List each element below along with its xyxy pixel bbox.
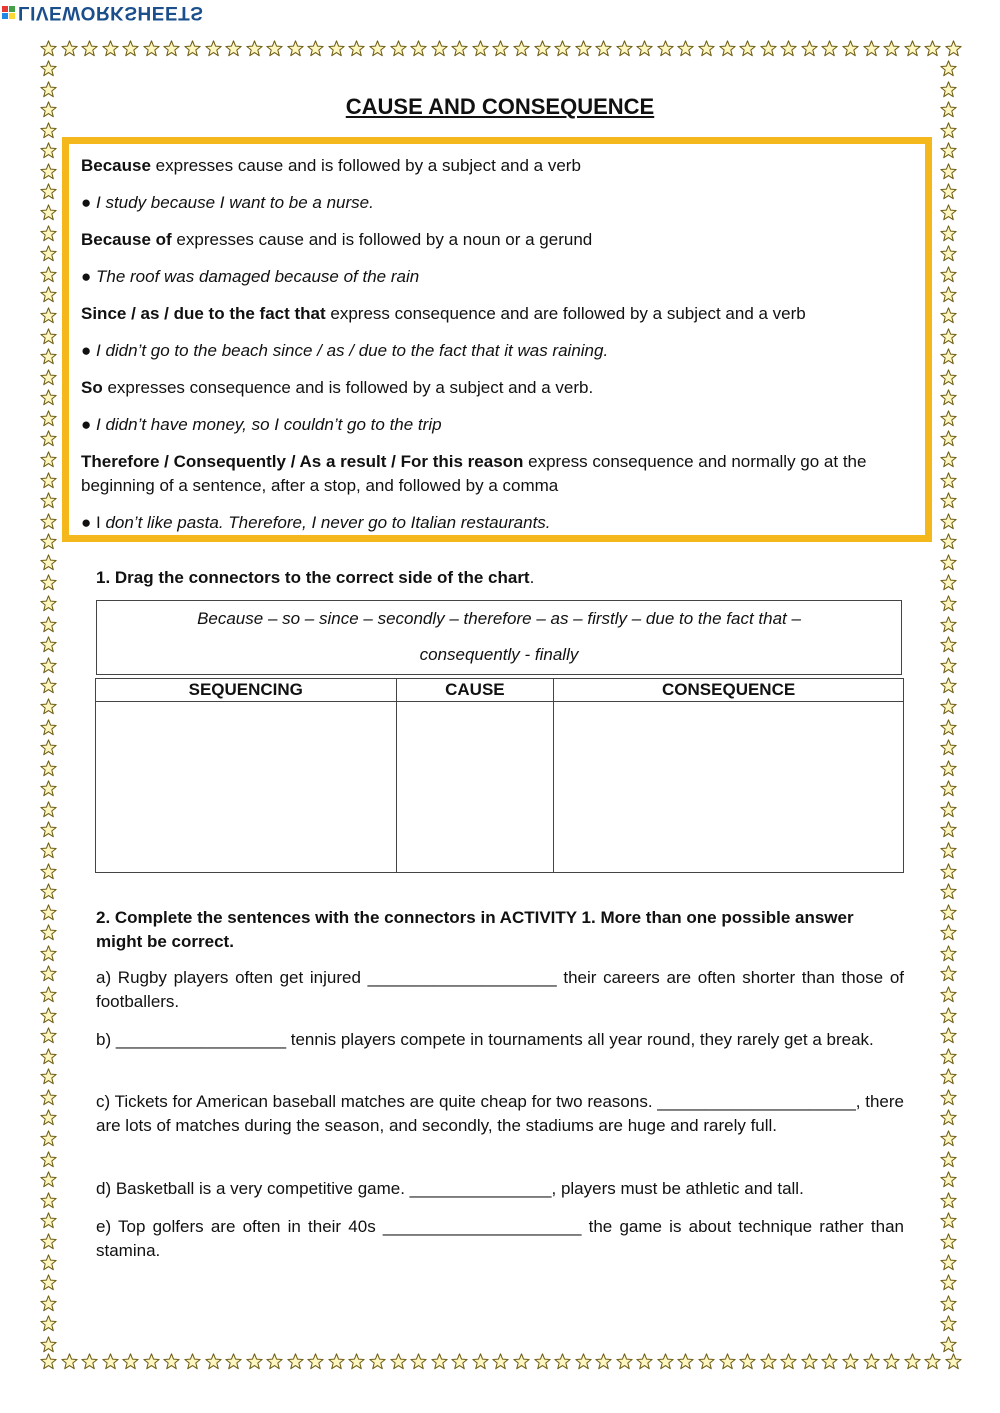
star-icon [595,1353,612,1370]
star-icon [940,739,957,756]
star-icon [940,1089,957,1106]
star-icon [534,40,551,57]
star-icon [369,1353,386,1370]
logo-square [2,6,8,12]
star-icon [940,513,957,530]
star-icon [940,328,957,345]
star-icon [940,1212,957,1229]
star-icon [513,40,530,57]
sentence-d[interactable]: d) Basketball is a very competitive game. _______________, players must be athletic and tall. [96,1179,804,1198]
star-icon [40,1048,57,1065]
star-icon [940,286,957,303]
star-icon [40,924,57,941]
star-icon [40,1171,57,1188]
star-icon [40,574,57,591]
star-icon [513,1353,530,1370]
star-icon [40,307,57,324]
rule-example-prefix: ● I [81,513,106,532]
star-icon [40,122,57,139]
rule-example: ● The roof was damaged because of the rain [81,267,420,286]
star-icon [307,40,324,57]
star-icon [61,1353,78,1370]
star-icon [883,40,900,57]
rule-example: ● I didn’t have money, so I couldn’t go to the trip [81,415,442,434]
star-icon [554,1353,571,1370]
rule-term: Because of [81,230,172,249]
star-icon [534,1353,551,1370]
star-icon [40,1295,57,1312]
star-icon [940,677,957,694]
drop-zone-sequencing[interactable] [96,702,397,873]
star-icon [40,1274,57,1291]
star-icon [246,1353,263,1370]
star-icon [940,1027,957,1044]
star-icon [940,1109,957,1126]
star-icon [924,1353,941,1370]
star-icon [940,163,957,180]
rule-because [81,154,913,178]
star-icon [636,1353,653,1370]
star-icon [677,40,694,57]
star-icon [328,1353,345,1370]
connector-word-bank[interactable] [96,600,902,675]
star-icon [575,40,592,57]
star-icon [40,863,57,880]
star-icon [940,533,957,550]
star-icon [940,863,957,880]
star-icon [940,369,957,386]
star-icon [40,1254,57,1271]
star-icon [940,1171,957,1188]
star-icon [40,204,57,221]
rule-example-text: don’t like pasta. Therefore, I never go to Italian restaurants. [105,513,551,532]
rule-example: ● I study because I want to be a nurse. [81,193,374,212]
star-icon [940,616,957,633]
star-icon [940,451,957,468]
star-icon [102,40,119,57]
star-icon [492,40,509,57]
star-icon [940,1295,957,1312]
star-icon [40,492,57,509]
star-icon [40,142,57,159]
rule-description: expresses cause and is followed by a noun or a gerund [171,230,593,249]
star-icon [40,513,57,530]
star-icon [40,657,57,674]
star-icon [739,40,756,57]
rule-term: Because [81,156,151,175]
word-bank-line[interactable]: consequently - finally [419,645,579,664]
star-icon [940,1007,957,1024]
star-icon [40,554,57,571]
star-icon [40,965,57,982]
column-header-sequencing: SEQUENCING [96,679,397,702]
star-border-top [40,40,962,60]
star-icon [40,245,57,262]
star-icon [940,780,957,797]
star-icon [616,40,633,57]
star-icon [287,1353,304,1370]
drop-zone-cause[interactable] [396,702,554,873]
star-icon [940,266,957,283]
rule-term: Therefore / Consequently / As a result / For this reason [81,452,524,471]
star-icon [940,122,957,139]
rule-description: expresses consequence and is followed by a subject and a verb. [102,378,594,397]
rule-since-as [81,302,913,326]
star-icon [940,1151,957,1168]
star-icon [940,1233,957,1250]
star-icon [40,472,57,489]
star-icon [940,801,957,818]
star-icon [904,1353,921,1370]
star-icon [40,1027,57,1044]
star-icon [657,40,674,57]
star-icon [940,307,957,324]
star-icon [143,1353,160,1370]
liveworksheets-logo [2,2,203,22]
star-icon [940,183,957,200]
star-icon [940,142,957,159]
sentence-b[interactable]: b) __________________ tennis players compete in tournaments all year round, they rarely get a break. [96,1030,874,1049]
star-icon [40,1007,57,1024]
star-icon [760,1353,777,1370]
star-icon [821,1353,838,1370]
star-icon [842,40,859,57]
star-icon [801,1353,818,1370]
star-icon [940,430,957,447]
star-icon [205,1353,222,1370]
star-icon [698,40,715,57]
star-icon [940,842,957,859]
rule-so [81,376,913,400]
star-icon [40,1233,57,1250]
star-icon [40,451,57,468]
star-icon [698,1353,715,1370]
star-icon [143,40,160,57]
star-icon [595,40,612,57]
star-icon [40,1130,57,1147]
star-icon [940,1315,957,1332]
star-icon [40,40,57,57]
star-icon [945,1353,962,1370]
rule-example: ● I didn’t go to the beach since / as / due to the fact that it was raining. [81,341,609,360]
star-icon [940,1192,957,1209]
star-icon [40,821,57,838]
star-icon [940,245,957,262]
star-icon [369,40,386,57]
rule-description: expresses cause and is followed by a subject and a verb [150,156,581,175]
star-icon [863,1353,880,1370]
star-icon [940,657,957,674]
star-icon [940,554,957,571]
star-icon [940,924,957,941]
word-bank-line[interactable]: Because – so – since – secondly – therefore – as – firstly – due to the fact that – [197,609,801,628]
star-icon [225,40,242,57]
activity2-instruction: 2. Complete the sentences with the connectors in ACTIVITY 1. More than one possible answer might be correct. [96,908,854,951]
star-icon [940,574,957,591]
star-icon [40,986,57,1003]
star-icon [40,1212,57,1229]
star-icon [40,183,57,200]
star-border-left [40,60,60,1353]
star-icon [575,1353,592,1370]
star-icon [266,1353,283,1370]
rule-therefore [81,450,913,498]
star-icon [719,1353,736,1370]
star-icon [40,60,57,77]
star-icon [122,40,139,57]
star-icon [163,1353,180,1370]
star-icon [40,1151,57,1168]
star-icon [940,348,957,365]
star-icon [940,225,957,242]
star-icon [842,1353,859,1370]
star-icon [940,636,957,653]
star-icon [61,40,78,57]
sentence-a[interactable]: a) Rugby players often get injured ____________________ their careers are often shorter than those of footballers. [96,968,904,1011]
star-icon [40,636,57,653]
star-icon [940,1274,957,1291]
logo-square [2,13,8,19]
star-icon [40,410,57,427]
star-icon [40,225,57,242]
star-icon [81,40,98,57]
star-icon [940,945,957,962]
rule-example [81,511,913,535]
star-icon [410,40,427,57]
rule-description: express consequence and are followed by a subject and a verb [325,304,806,323]
star-icon [390,1353,407,1370]
star-icon [492,1353,509,1370]
star-icon [184,40,201,57]
star-icon [40,1336,57,1353]
star-icon [945,40,962,57]
star-icon [40,430,57,447]
star-icon [410,1353,427,1370]
rule-description: express consequence and normally go at the beginning of a sentence, after a stop, and followed by a comma [81,452,867,495]
star-icon [451,1353,468,1370]
star-icon [40,163,57,180]
star-icon [40,698,57,715]
star-icon [940,389,957,406]
star-icon [940,1068,957,1085]
column-header-cause: CAUSE [396,679,554,702]
rule-because-of [81,228,913,252]
star-icon [266,40,283,57]
star-icon [40,533,57,550]
star-icon [40,1315,57,1332]
star-icon [40,1353,57,1370]
star-icon [40,945,57,962]
star-icon [40,842,57,859]
star-icon [904,40,921,57]
logo-text: LIVEWORKSHEETS [18,2,204,23]
star-icon [40,739,57,756]
star-icon [940,204,957,221]
star-icon [205,40,222,57]
connector-chart [95,678,904,873]
star-icon [40,286,57,303]
star-icon [40,780,57,797]
logo-squares-icon [2,6,15,19]
star-icon [390,40,407,57]
star-icon [863,40,880,57]
column-header-consequence: CONSEQUENCE [554,679,904,702]
star-icon [616,1353,633,1370]
star-icon [40,369,57,386]
star-icon [940,1048,957,1065]
star-icon [719,40,736,57]
star-icon [40,595,57,612]
star-icon [40,719,57,736]
logo-square [9,13,15,19]
star-border-right [940,60,960,1353]
star-icon [940,965,957,982]
star-icon [431,40,448,57]
star-icon [472,40,489,57]
rule-term: Since / as / due to the fact that [81,304,326,323]
star-icon [940,410,957,427]
star-icon [40,883,57,900]
logo-square [9,6,15,12]
star-icon [40,1089,57,1106]
star-icon [940,883,957,900]
star-icon [940,821,957,838]
star-icon [940,760,957,777]
activity1-instruction-period: . [529,568,535,587]
star-icon [225,1353,242,1370]
star-icon [554,40,571,57]
star-icon [184,1353,201,1370]
star-icon [40,1192,57,1209]
star-icon [940,1336,957,1353]
star-icon [451,40,468,57]
star-icon [472,1353,489,1370]
star-icon [40,266,57,283]
star-icon [940,719,957,736]
star-icon [940,1254,957,1271]
sentence-c[interactable]: c) Tickets for American baseball matches are quite cheap for two reasons. _____________________, there are lots of matches during the season, and secondly, the stadiums are huge and rarely full. [96,1092,905,1135]
star-icon [657,1353,674,1370]
activity1-instruction [96,568,534,588]
star-icon [287,40,304,57]
star-icon [122,1353,139,1370]
star-icon [636,40,653,57]
star-icon [163,40,180,57]
star-icon [821,40,838,57]
star-icon [801,40,818,57]
star-icon [780,1353,797,1370]
star-icon [102,1353,119,1370]
star-icon [328,40,345,57]
star-icon [760,40,777,57]
star-icon [924,40,941,57]
star-border-bottom [40,1353,962,1373]
star-icon [40,389,57,406]
rule-term: So [81,378,103,397]
star-icon [940,60,957,77]
star-icon [677,1353,694,1370]
activity1-instruction-text: 1. Drag the connectors to the correct side of the chart [96,568,530,587]
star-icon [739,1353,756,1370]
grammar-rules-box [62,137,932,542]
star-icon [940,698,957,715]
star-icon [40,1068,57,1085]
star-icon [40,616,57,633]
star-icon [940,492,957,509]
star-icon [40,677,57,694]
star-icon [348,40,365,57]
star-icon [431,1353,448,1370]
star-icon [940,904,957,921]
star-icon [40,1109,57,1126]
star-icon [348,1353,365,1370]
drop-zone-consequence[interactable] [554,702,904,873]
star-icon [40,904,57,921]
star-icon [246,40,263,57]
page-title: CAUSE AND CONSEQUENCE [345,94,655,119]
star-icon [940,472,957,489]
star-icon [940,595,957,612]
star-icon [40,801,57,818]
star-icon [940,1130,957,1147]
star-icon [40,328,57,345]
star-icon [40,348,57,365]
star-icon [307,1353,324,1370]
star-icon [883,1353,900,1370]
star-icon [40,760,57,777]
sentence-e[interactable]: e) Top golfers are often in their 40s _____________________ the game is about technique rather than stamina. [96,1217,904,1260]
star-icon [81,1353,98,1370]
star-icon [780,40,797,57]
star-icon [940,986,957,1003]
